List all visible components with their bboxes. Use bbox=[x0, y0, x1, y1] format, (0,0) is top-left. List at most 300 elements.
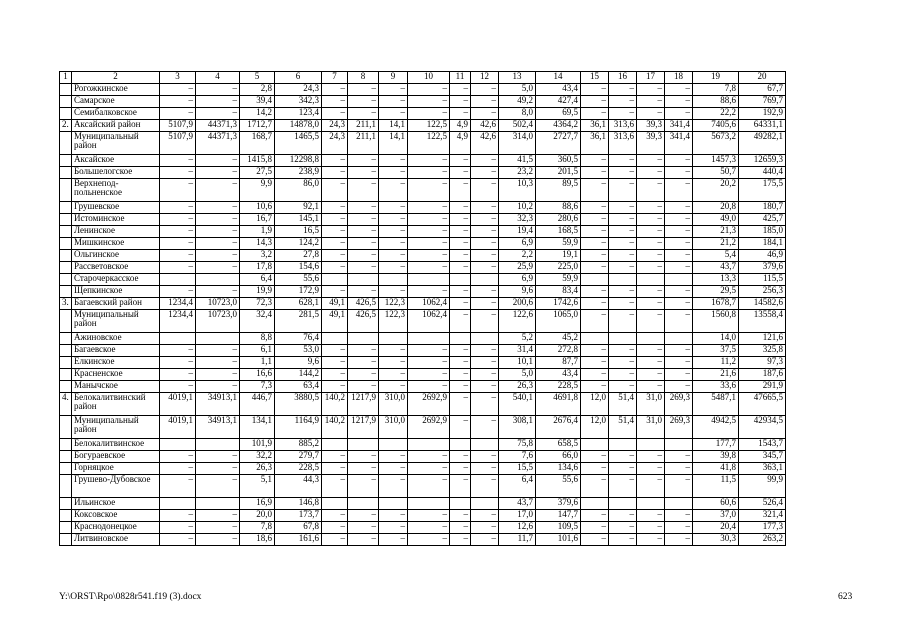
table-cell: – bbox=[471, 416, 499, 439]
table-cell bbox=[581, 274, 609, 286]
table-cell: 147,7 bbox=[536, 510, 581, 522]
table-cell: 5,2 bbox=[499, 333, 536, 345]
table-cell: – bbox=[348, 250, 379, 262]
table-cell: 123,4 bbox=[275, 108, 322, 120]
table-cell: – bbox=[322, 238, 348, 250]
table-cell: – bbox=[665, 522, 693, 534]
table-row bbox=[60, 357, 786, 369]
table-cell: 124,2 bbox=[275, 238, 322, 250]
table-cell: Белокалитвинское bbox=[72, 439, 160, 451]
table-cell: 769,7 bbox=[739, 96, 786, 108]
table-row bbox=[60, 345, 786, 357]
table-cell bbox=[60, 498, 72, 510]
table-cell: 10,1 bbox=[499, 357, 536, 369]
table-cell bbox=[196, 498, 240, 510]
table-cell: Старочеркасское bbox=[72, 274, 160, 286]
table-cell: Багаевское bbox=[72, 345, 160, 357]
table-cell: – bbox=[637, 510, 665, 522]
table-cell: 4019,1 bbox=[160, 416, 196, 439]
table-cell: – bbox=[348, 345, 379, 357]
table-cell: 314,0 bbox=[499, 132, 536, 155]
table-cell: 14,0 bbox=[693, 333, 739, 345]
table-cell: – bbox=[408, 463, 450, 475]
table-cell bbox=[60, 286, 72, 298]
table-cell: 5107,9 bbox=[160, 132, 196, 155]
table-cell: 1062,4 bbox=[408, 298, 450, 310]
table-cell: – bbox=[348, 451, 379, 463]
table-cell: – bbox=[609, 179, 637, 202]
table-cell: – bbox=[450, 84, 471, 96]
table-cell: 17,0 bbox=[499, 510, 536, 522]
header-cell: 8 bbox=[348, 72, 379, 84]
table-cell bbox=[348, 333, 379, 345]
table-cell: 49,1 bbox=[322, 298, 348, 310]
table-cell: 341,4 bbox=[665, 120, 693, 132]
table-row bbox=[60, 416, 786, 439]
table-cell: – bbox=[322, 475, 348, 498]
table-cell bbox=[665, 274, 693, 286]
table-cell: 168,5 bbox=[536, 226, 581, 238]
table-cell: 42,6 bbox=[471, 120, 499, 132]
table-cell: – bbox=[348, 155, 379, 167]
table-cell: – bbox=[196, 522, 240, 534]
table-cell: 281,5 bbox=[275, 310, 322, 333]
table-cell: 5,1 bbox=[240, 475, 275, 498]
table-cell: – bbox=[322, 369, 348, 381]
table-cell: 228,5 bbox=[536, 381, 581, 393]
table-cell: 49282,1 bbox=[739, 132, 786, 155]
table-cell: 1234,4 bbox=[160, 310, 196, 333]
table-cell: 14,3 bbox=[240, 238, 275, 250]
table-row bbox=[60, 498, 786, 510]
table-row bbox=[60, 286, 786, 298]
table-cell: – bbox=[665, 167, 693, 179]
table-cell: 228,5 bbox=[275, 463, 322, 475]
table-cell: 12,0 bbox=[581, 393, 609, 416]
table-cell: 1164,9 bbox=[275, 416, 322, 439]
table-cell: – bbox=[408, 451, 450, 463]
header-cell: 13 bbox=[499, 72, 536, 84]
table-cell: – bbox=[322, 522, 348, 534]
table-cell: – bbox=[450, 214, 471, 226]
table-cell: – bbox=[196, 286, 240, 298]
table-cell: 628,1 bbox=[275, 298, 322, 310]
table-cell: – bbox=[609, 369, 637, 381]
table-cell: – bbox=[609, 286, 637, 298]
table-cell: 122,3 bbox=[379, 310, 408, 333]
table-cell bbox=[637, 274, 665, 286]
table-cell: 5,0 bbox=[499, 369, 536, 381]
table-cell: – bbox=[196, 155, 240, 167]
table-cell bbox=[322, 439, 348, 451]
table-cell: – bbox=[196, 214, 240, 226]
table-cell: 145,1 bbox=[275, 214, 322, 226]
table-cell: – bbox=[160, 96, 196, 108]
table-cell: Красненское bbox=[72, 369, 160, 381]
table-cell: – bbox=[348, 108, 379, 120]
table-cell: – bbox=[609, 262, 637, 274]
table-cell: – bbox=[160, 179, 196, 202]
table-cell bbox=[60, 274, 72, 286]
table-cell: – bbox=[609, 475, 637, 498]
table-cell: 32,4 bbox=[240, 310, 275, 333]
table-cell: – bbox=[196, 451, 240, 463]
table-cell: 161,6 bbox=[275, 534, 322, 546]
table-cell: – bbox=[450, 310, 471, 333]
table-cell: – bbox=[609, 357, 637, 369]
table-cell: – bbox=[471, 167, 499, 179]
table-cell: 192,9 bbox=[739, 108, 786, 120]
table-cell: – bbox=[408, 167, 450, 179]
table-cell bbox=[665, 498, 693, 510]
table-cell: 658,5 bbox=[536, 439, 581, 451]
table-cell: 342,3 bbox=[275, 96, 322, 108]
table-cell bbox=[408, 274, 450, 286]
table-cell: 60,6 bbox=[693, 498, 739, 510]
table-cell: – bbox=[471, 179, 499, 202]
table-cell: 7,6 bbox=[499, 451, 536, 463]
table-cell: 440,4 bbox=[739, 167, 786, 179]
table-row bbox=[60, 510, 786, 522]
table-cell: – bbox=[609, 381, 637, 393]
table-cell: 7,8 bbox=[693, 84, 739, 96]
table-cell bbox=[160, 498, 196, 510]
table-cell: – bbox=[609, 345, 637, 357]
table-cell: – bbox=[408, 510, 450, 522]
table-cell: 7,8 bbox=[240, 522, 275, 534]
table-cell: – bbox=[665, 286, 693, 298]
table-cell bbox=[609, 498, 637, 510]
table-cell: – bbox=[581, 96, 609, 108]
table-cell: 33,6 bbox=[693, 381, 739, 393]
table-cell: 59,9 bbox=[536, 274, 581, 286]
table-cell: 269,3 bbox=[665, 393, 693, 416]
table-cell: 72,3 bbox=[240, 298, 275, 310]
table-cell bbox=[60, 132, 72, 155]
table-cell bbox=[60, 534, 72, 546]
table-cell bbox=[379, 439, 408, 451]
table-cell: 88,6 bbox=[536, 202, 581, 214]
table-cell: 5,4 bbox=[693, 250, 739, 262]
table-cell: – bbox=[581, 310, 609, 333]
table-cell: 14,1 bbox=[379, 132, 408, 155]
table-cell: 363,1 bbox=[739, 463, 786, 475]
table-cell bbox=[348, 498, 379, 510]
table-cell: 64331,1 bbox=[739, 120, 786, 132]
table-cell: 4,9 bbox=[450, 120, 471, 132]
table-cell: – bbox=[637, 84, 665, 96]
table-cell: 177,3 bbox=[739, 522, 786, 534]
table-cell: – bbox=[408, 369, 450, 381]
table-cell: – bbox=[581, 475, 609, 498]
table-cell: – bbox=[450, 167, 471, 179]
table-cell: – bbox=[637, 298, 665, 310]
table-cell bbox=[60, 369, 72, 381]
table-cell: – bbox=[379, 286, 408, 298]
table-cell: 20,8 bbox=[693, 202, 739, 214]
table-cell: 67,7 bbox=[739, 84, 786, 96]
table-cell bbox=[450, 498, 471, 510]
table-cell: 41,5 bbox=[499, 155, 536, 167]
table-cell: – bbox=[581, 463, 609, 475]
table-cell: 43,4 bbox=[536, 84, 581, 96]
table-cell: – bbox=[637, 463, 665, 475]
table-cell: 1457,3 bbox=[693, 155, 739, 167]
table-cell: 50,7 bbox=[693, 167, 739, 179]
table-cell: – bbox=[581, 155, 609, 167]
table-cell: – bbox=[348, 534, 379, 546]
table-row bbox=[60, 238, 786, 250]
table-cell: – bbox=[379, 108, 408, 120]
table-cell: 5107,9 bbox=[160, 120, 196, 132]
table-cell: – bbox=[609, 155, 637, 167]
table-cell bbox=[609, 439, 637, 451]
table-cell: 89,5 bbox=[536, 179, 581, 202]
table-cell: – bbox=[348, 369, 379, 381]
table-cell: – bbox=[348, 522, 379, 534]
table-cell: 11,7 bbox=[499, 534, 536, 546]
header-cell: 15 bbox=[581, 72, 609, 84]
table-cell: – bbox=[665, 155, 693, 167]
table-cell: – bbox=[160, 522, 196, 534]
table-cell: 8,0 bbox=[499, 108, 536, 120]
table-cell: 14,1 bbox=[379, 120, 408, 132]
table-cell: – bbox=[665, 451, 693, 463]
header-cell: 5 bbox=[240, 72, 275, 84]
table-cell: – bbox=[450, 416, 471, 439]
table-cell bbox=[60, 238, 72, 250]
table-cell: – bbox=[408, 84, 450, 96]
table-cell: – bbox=[196, 238, 240, 250]
table-cell: – bbox=[196, 108, 240, 120]
table-cell bbox=[60, 226, 72, 238]
table-cell: – bbox=[160, 250, 196, 262]
table-cell: 885,2 bbox=[275, 439, 322, 451]
table-cell: – bbox=[581, 522, 609, 534]
table-cell: – bbox=[348, 238, 379, 250]
table-cell: – bbox=[665, 369, 693, 381]
table-cell: – bbox=[450, 534, 471, 546]
table-cell: Ажиновское bbox=[72, 333, 160, 345]
table-cell: – bbox=[196, 510, 240, 522]
table-row bbox=[60, 84, 786, 96]
table-cell: – bbox=[471, 262, 499, 274]
table-cell: 51,4 bbox=[609, 416, 637, 439]
table-cell: – bbox=[196, 357, 240, 369]
table-cell: 31,0 bbox=[637, 416, 665, 439]
table-cell: – bbox=[450, 179, 471, 202]
table-cell: 45,2 bbox=[536, 333, 581, 345]
table-cell: 12659,3 bbox=[739, 155, 786, 167]
table-cell: 39,3 bbox=[637, 132, 665, 155]
table-cell: 313,6 bbox=[609, 132, 637, 155]
table-cell: – bbox=[637, 381, 665, 393]
table-cell: 2. bbox=[60, 120, 72, 132]
table-cell: 2692,9 bbox=[408, 393, 450, 416]
table-cell: – bbox=[450, 238, 471, 250]
table-cell: 1678,7 bbox=[693, 298, 739, 310]
table-cell: – bbox=[322, 226, 348, 238]
table-cell: – bbox=[160, 381, 196, 393]
table-cell: 185,0 bbox=[739, 226, 786, 238]
table-cell: 2692,9 bbox=[408, 416, 450, 439]
table-cell: 427,4 bbox=[536, 96, 581, 108]
table-cell: 5487,1 bbox=[693, 393, 739, 416]
table-cell: 75,8 bbox=[499, 439, 536, 451]
table-cell: 1065,0 bbox=[536, 310, 581, 333]
table-cell: – bbox=[379, 369, 408, 381]
table-cell: 6,9 bbox=[499, 238, 536, 250]
table-row bbox=[60, 333, 786, 345]
header-cell: 14 bbox=[536, 72, 581, 84]
table-cell: – bbox=[196, 167, 240, 179]
table-cell: 20,0 bbox=[240, 510, 275, 522]
table-cell: – bbox=[379, 345, 408, 357]
table-cell bbox=[60, 345, 72, 357]
table-cell: 42934,5 bbox=[739, 416, 786, 439]
table-cell: Муниципальный район bbox=[72, 416, 160, 439]
table-cell: – bbox=[379, 463, 408, 475]
table-cell: – bbox=[637, 345, 665, 357]
table-cell: – bbox=[408, 214, 450, 226]
table-cell bbox=[609, 274, 637, 286]
table-cell: – bbox=[665, 202, 693, 214]
table-cell: 1415,8 bbox=[240, 155, 275, 167]
table-cell bbox=[348, 439, 379, 451]
table-row bbox=[60, 179, 786, 202]
table-cell: – bbox=[471, 96, 499, 108]
table-cell bbox=[160, 333, 196, 345]
table-cell: 51,4 bbox=[609, 393, 637, 416]
table-cell: 21,2 bbox=[693, 238, 739, 250]
header-cell: 3 bbox=[160, 72, 196, 84]
footer-page-number: 623 bbox=[838, 592, 853, 602]
table-cell: – bbox=[665, 250, 693, 262]
table-cell: 280,6 bbox=[536, 214, 581, 226]
table-cell: – bbox=[322, 451, 348, 463]
table-cell: 540,1 bbox=[499, 393, 536, 416]
table-cell: 15,5 bbox=[499, 463, 536, 475]
header-cell: 19 bbox=[693, 72, 739, 84]
table-cell: – bbox=[379, 357, 408, 369]
table-cell: 11,5 bbox=[693, 475, 739, 498]
table-cell: 55,6 bbox=[536, 475, 581, 498]
table-cell: 4942,5 bbox=[693, 416, 739, 439]
table-cell: 1,9 bbox=[240, 226, 275, 238]
table-cell: 10,2 bbox=[499, 202, 536, 214]
table-cell: Аксайское bbox=[72, 155, 160, 167]
table-row bbox=[60, 167, 786, 179]
table-cell: 211,1 bbox=[348, 132, 379, 155]
table-cell: – bbox=[609, 214, 637, 226]
table-cell: 122,3 bbox=[379, 298, 408, 310]
table-cell: – bbox=[322, 179, 348, 202]
table-cell: 11,2 bbox=[693, 357, 739, 369]
table-cell: Муниципальный район bbox=[72, 310, 160, 333]
table-cell: – bbox=[160, 475, 196, 498]
table-cell: – bbox=[196, 475, 240, 498]
table-cell: – bbox=[322, 84, 348, 96]
table-cell: – bbox=[471, 108, 499, 120]
table-cell: – bbox=[637, 155, 665, 167]
table-row bbox=[60, 439, 786, 451]
table-cell: – bbox=[196, 96, 240, 108]
table-cell bbox=[665, 333, 693, 345]
table-cell bbox=[408, 498, 450, 510]
table-cell: – bbox=[322, 250, 348, 262]
table-cell: 25,9 bbox=[499, 262, 536, 274]
data-table bbox=[59, 71, 786, 546]
table-row bbox=[60, 120, 786, 132]
table-cell: – bbox=[609, 250, 637, 262]
table-cell: – bbox=[348, 96, 379, 108]
table-cell: 122,6 bbox=[499, 310, 536, 333]
table-cell: – bbox=[408, 286, 450, 298]
table-cell: – bbox=[637, 522, 665, 534]
table-cell: 426,5 bbox=[348, 298, 379, 310]
table-cell: – bbox=[379, 475, 408, 498]
table-cell: 173,7 bbox=[275, 510, 322, 522]
header-cell: 17 bbox=[637, 72, 665, 84]
table-cell: 3. bbox=[60, 298, 72, 310]
table-cell: 10723,0 bbox=[196, 310, 240, 333]
table-cell: 39,3 bbox=[637, 120, 665, 132]
table-cell: 13,3 bbox=[693, 274, 739, 286]
table-cell: – bbox=[160, 534, 196, 546]
table-cell: 1217,9 bbox=[348, 416, 379, 439]
table-cell: 49,2 bbox=[499, 96, 536, 108]
table-cell: – bbox=[196, 534, 240, 546]
table-cell: – bbox=[348, 286, 379, 298]
table-cell bbox=[196, 274, 240, 286]
table-cell: – bbox=[609, 226, 637, 238]
table-cell: 308,1 bbox=[499, 416, 536, 439]
table-cell: – bbox=[322, 463, 348, 475]
table-cell: – bbox=[581, 286, 609, 298]
table-cell bbox=[60, 475, 72, 498]
table-cell: 99,9 bbox=[739, 475, 786, 498]
table-cell bbox=[60, 250, 72, 262]
table-cell: – bbox=[665, 238, 693, 250]
table-cell: Багаевский район bbox=[72, 298, 160, 310]
table-cell: – bbox=[637, 167, 665, 179]
table-cell: – bbox=[322, 357, 348, 369]
table-cell: – bbox=[665, 262, 693, 274]
table-row bbox=[60, 108, 786, 120]
table-row bbox=[60, 463, 786, 475]
table-cell: – bbox=[665, 534, 693, 546]
table-header-row bbox=[60, 72, 786, 84]
table-cell: – bbox=[637, 451, 665, 463]
table-cell: – bbox=[637, 108, 665, 120]
table-cell: – bbox=[665, 463, 693, 475]
table-cell: 31,4 bbox=[499, 345, 536, 357]
table-cell: 360,5 bbox=[536, 155, 581, 167]
table-cell: 279,7 bbox=[275, 451, 322, 463]
table-cell: – bbox=[665, 310, 693, 333]
table-cell: – bbox=[471, 381, 499, 393]
table-cell: 24,3 bbox=[275, 84, 322, 96]
table-cell bbox=[379, 498, 408, 510]
table-cell: 46,9 bbox=[739, 250, 786, 262]
table-cell: 184,1 bbox=[739, 238, 786, 250]
table-row bbox=[60, 214, 786, 226]
table-cell: 10723,0 bbox=[196, 298, 240, 310]
table-cell bbox=[322, 498, 348, 510]
table-cell: 4. bbox=[60, 393, 72, 416]
table-cell: Самарское bbox=[72, 96, 160, 108]
table-cell: 200,6 bbox=[499, 298, 536, 310]
